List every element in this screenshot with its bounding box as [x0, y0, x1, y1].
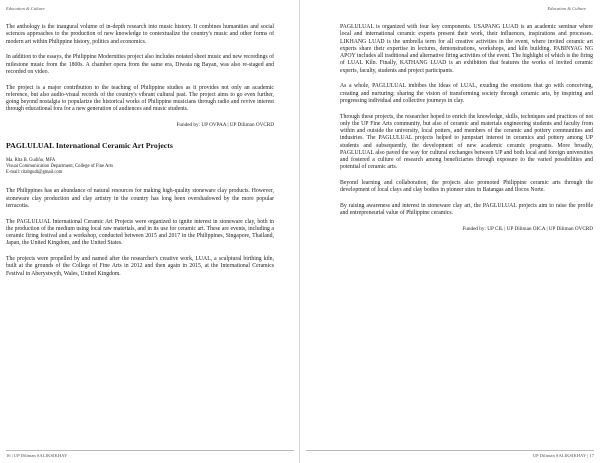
right-page [300, 0, 600, 463]
page-footer: 16 | UP Diliman SALIKSIKHAY [6, 450, 294, 458]
left-body [6, 24, 274, 286]
paragraph: By raising awareness and interest in stoneware clay art, the PAGLULUAL projects aim to raise the profile and entrepreneurial value of Philippine ceramics. [340, 203, 593, 217]
paragraph: In addition to the essays, the Philippine Modernities project also includes notated sheet music and new recordings of milestone music from the 1800s. A chamber opera from the same era, Diwata ng Bayan, was also re-staged and recorded on video. [6, 54, 274, 75]
running-head: Education & Culture [6, 6, 45, 11]
funding-note: Funded by: UP CIL | UP Diliman OICA | UP Diliman OVCRD [462, 226, 593, 232]
byline [6, 158, 274, 176]
paragraph: The anthology is the inaugural volume of in-depth research into music history. It combines humanities and social sciences approaches to the production of new knowledge to contextualize the country's music and other forms of modern art within Philippine history, politics and economics. [6, 24, 274, 45]
author-email: E-mail: ritabgudi@gmail.com [6, 170, 63, 176]
paragraph: As a whole, PAGLULUAL imbibes the ideas of LUAL, exuding the emotions that go with conceiving, creating and nurturing; sharing the vision of transforming society through ceramic arts, by inspiring and progressing individual and collective journeys in clay. [340, 83, 593, 104]
right-body [340, 24, 593, 245]
page-footer: UP Diliman SALIKSIKHAY | 17 [306, 450, 594, 458]
author-affiliation: Visual Communication Department, College of Fine Arts [6, 164, 114, 170]
paragraph: Beyond learning and collaboration, the projects also promoted Philippine ceramic arts through the development of local clays and clay bodies in pioneer sites in Batangas and Ilocos Norte. [340, 180, 593, 194]
paragraph: PAGLULUAL is organized with four key components. USAPANG LUAD is an academic seminar where local and international ceramic experts present their work, their influences, inspirations and processes. LIKHANG LUAD is the umbrella term for all creative activities in the event, where invited ceramic art experts share their expertise in lectures, demonstrations, workshops, and kiln building. PABINYAG NG APOY includes all traditional and alternative firing activities of the event. The highlight of which is the firing of LUAL Kiln. Finally, KATHANG LUAD is an exhibition that features the works of invited ceramic experts, faculty, students and project participants. [340, 24, 593, 74]
paragraph: The Philippines has an abundance of natural resources for making high-quality stoneware clay products. However, stoneware clay production and clay artistry in the country has long been overshadowed by the more popular terracotta. [6, 188, 274, 209]
paragraph: The PAGLULUAL International Ceramic Art Projects were organized to ignite interest in stoneware clay, both in the production of the medium using local raw materials, and in its use for ceramic art. These are events, including a ceramic firing festival and a workshop, conducted between 2015 and 2017 in the Philippines, Singapore, Thailand, Japan, the United Kingdom, and the United States. [6, 218, 274, 247]
paragraph: The project is a major contribution to the teaching of Philippine studies as it provides not only an academic reference, but also audio-visual records of the country's vibrant cultural past. The project aims to go even further, going beyond nostalgia to popularize the historical works of Philippine musicians through radio and revive interest through educational fora for a new generation of audiences and music students. [6, 84, 274, 113]
paragraph: Through these projects, the researcher hoped to enrich the knowledge, skills, techniques and practices of not only the UP Fine Arts community, but also of ceramic and materials engineering students and faculty from within and outside the university, local potters, and members of the ceramic and pottery communities and industries. The PAGLULUAL projects helped to jumpstart interest in ceramics and pottery among UP students and subsequently, the development of new academic ceramic programs. More broadly, PAGLULUAL also paved the way for cultural exchanges between UP and both local and foreign universities and fostered a culture of research among beneficiaries through exposure to the varied possibilities and potential of ceramic arts. [340, 113, 593, 171]
paragraph: The projects were propelled by and named after the researcher's creative work, LUAL, a sculptural birthing kiln, built at the grounds of the College of Fine Arts in 2012 and then again in 2015, at the International Ceramics Festival in Aberystwyth, Wales, United Kingdom. [6, 256, 274, 277]
running-head: Education & Culture [547, 6, 586, 11]
funding-note: Funded by: UP OVPAA | UP Diliman OVCRD [176, 122, 274, 128]
section-title: PAGLULUAL International Ceramic Art Projects [6, 141, 173, 151]
author-name: Ma. Rita B. Gudiño, MFA [6, 158, 56, 164]
